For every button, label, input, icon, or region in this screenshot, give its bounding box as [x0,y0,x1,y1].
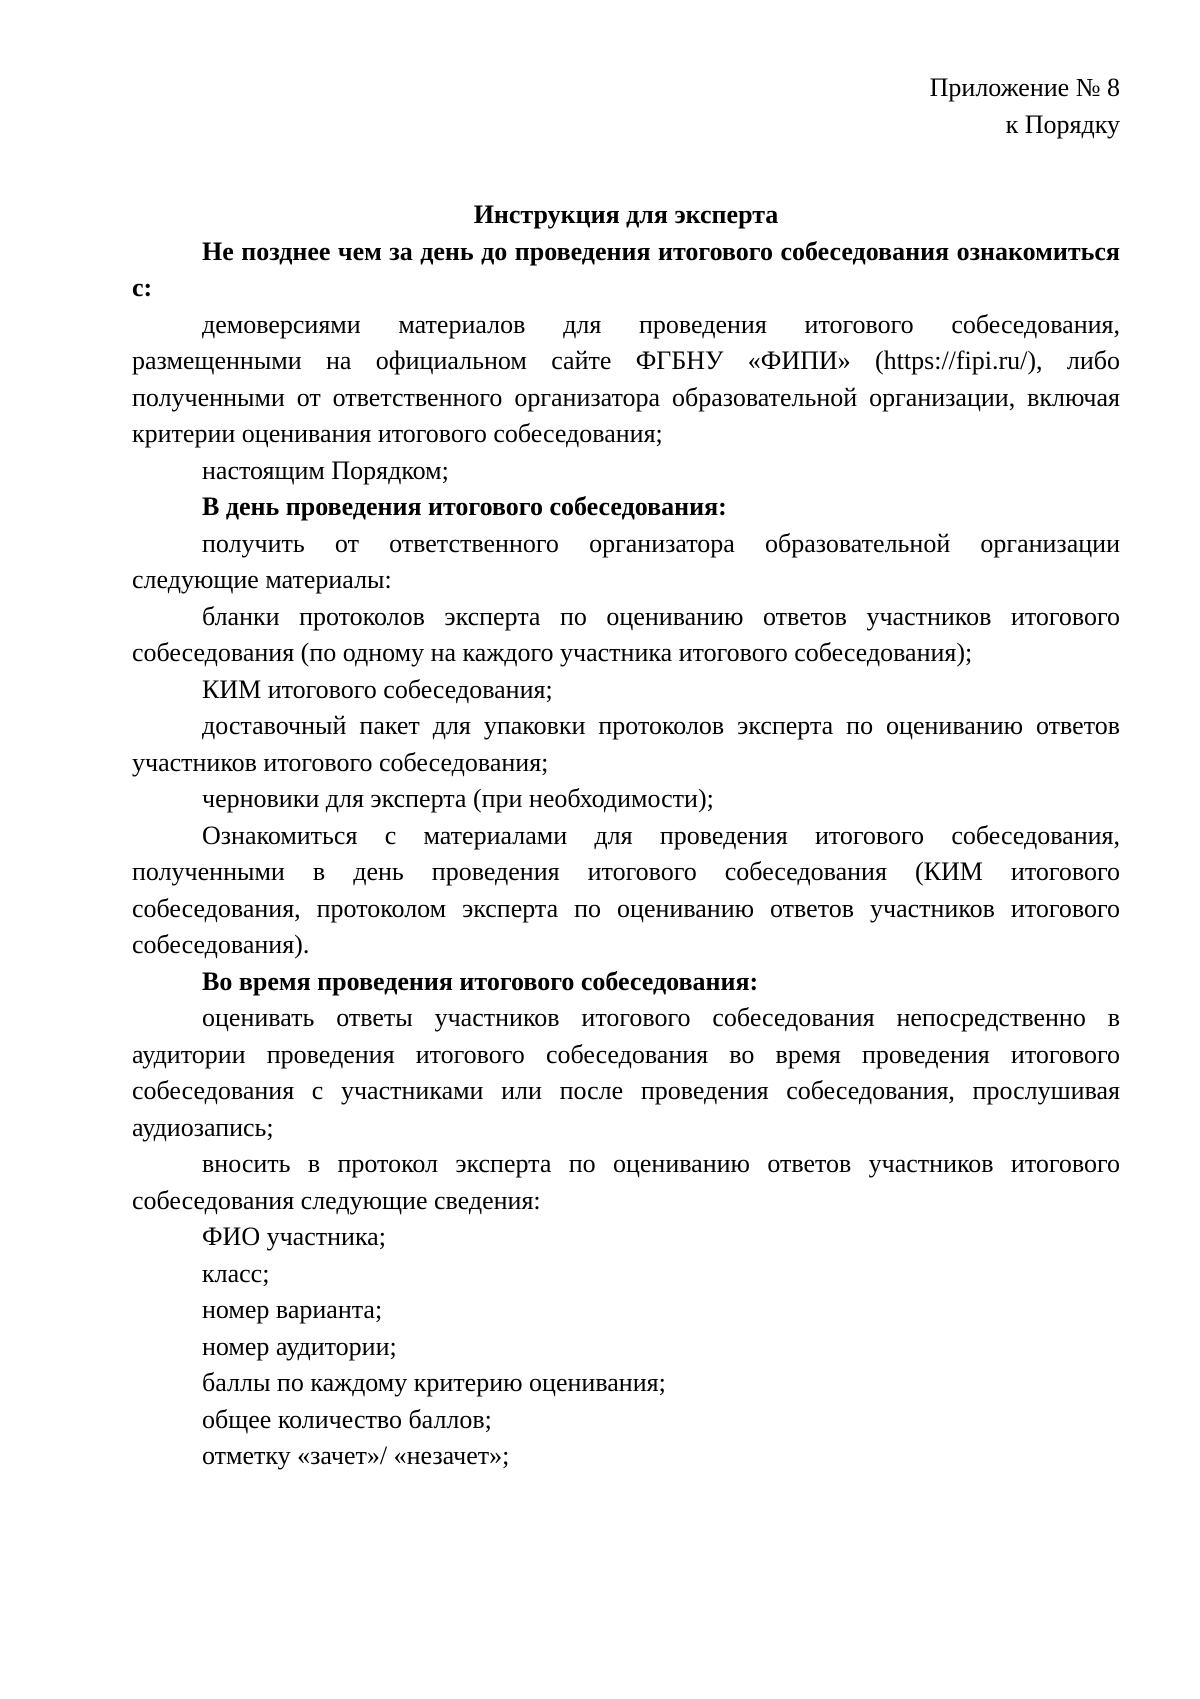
list-item: баллы по каждому критерию оценивания; [202,1368,666,1397]
paragraph: настоящим Порядком; [202,455,449,485]
list-item: отметку «зачет»/ «незачет»; [202,1441,510,1470]
paragraph: вносить в протокол эксперта по оцениванию ответов участников итогового собеседования следующие сведения: [132,1149,1120,1215]
list-item: класс; [202,1258,270,1288]
list-item: ФИО участника; [202,1222,386,1251]
paragraph: черновики для эксперта (при необходимости); [202,784,714,813]
document-content [132,70,1120,1475]
list-item: номер варианта; [202,1295,383,1324]
paragraph: демоверсиями материалов для проведения итогового собеседования, размещенными на официальном сайте ФГБНУ «ФИПИ» (https://fipi.ru/), либо полученными от ответственного организатора образовательной организации, включая критерии оценивания итогового собеседования; [132,309,1120,448]
appendix-note [132,70,1120,143]
section-heading-before-day: Не позднее чем за день до проведения итогового собеседования ознакомиться с: [132,236,1120,302]
list-item: общее количество баллов; [202,1404,492,1434]
section-heading-on-day: В день проведения итогового собеседования: [202,492,727,521]
section-heading-during: Во время проведения итогового собеседования: [202,966,759,996]
document-title: Инструкция для эксперта [473,200,779,229]
appendix-number: Приложение № 8 [929,73,1120,102]
paragraph: КИМ итогового собеседования; [202,674,553,704]
paragraph: бланки протоколов эксперта по оцениванию ответов участников итогового собеседования (по одному на каждого участника итогового собеседования); [132,601,1120,667]
paragraph: доставочный пакет для упаковки протоколов эксперта по оцениванию ответов участников итогового собеседования; [132,711,1120,777]
appendix-reference: к Порядку [1005,109,1120,139]
list-item: номер аудитории; [202,1331,397,1361]
paragraph: оценивать ответы участников итогового собеседования непосредственно в аудитории проведения итогового собеседования во время проведения итогового собеседования с участниками или после проведения собеседования, прослушивая аудиозапись; [132,1003,1120,1142]
paragraph: получить от ответственного организатора образовательной организации следующие материалы: [132,528,1120,594]
paragraph: Ознакомиться с материалами для проведения итогового собеседования, полученными в день проведения итогового собеседования (КИМ итогового собеседования, протоколом эксперта по оцениванию ответов участников итогового собеседования). [132,820,1120,959]
